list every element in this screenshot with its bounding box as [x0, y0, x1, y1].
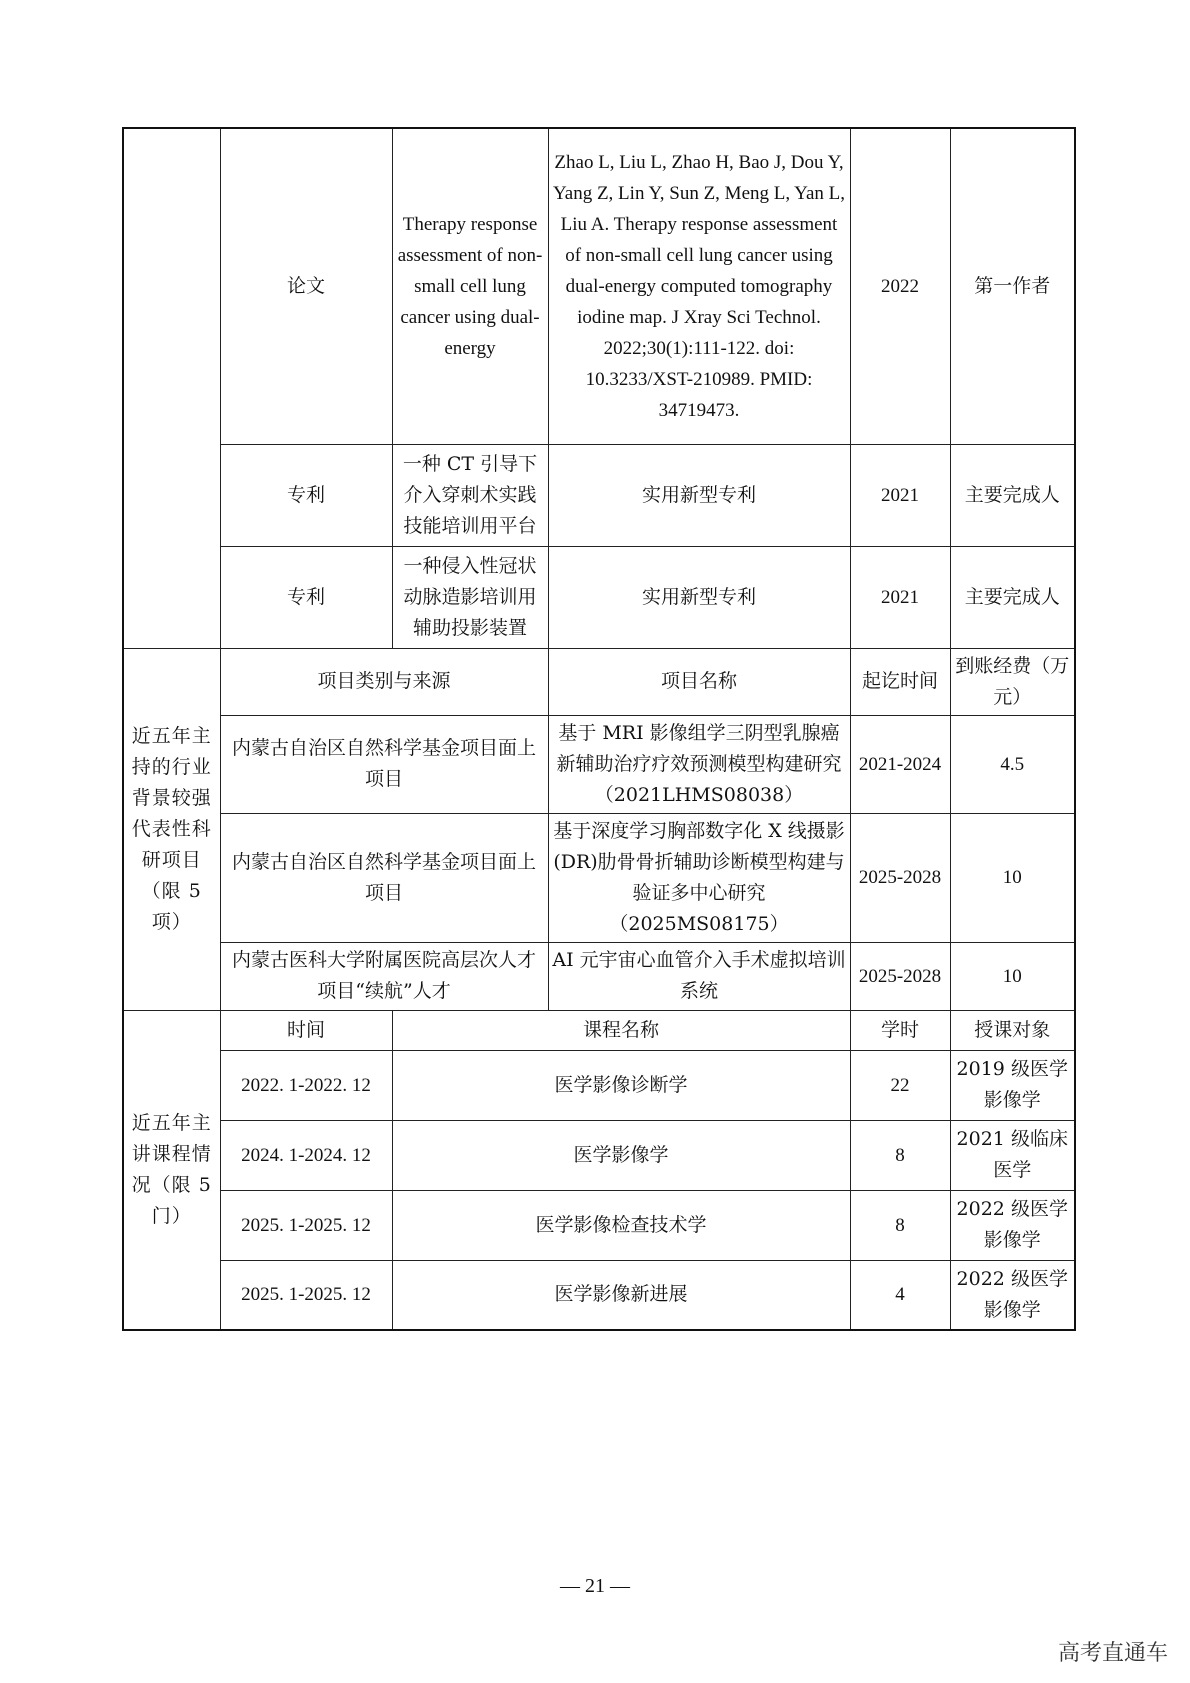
project-name: AI 元宇宙心血管介入手术虚拟培训系统	[548, 942, 850, 1010]
course-audience: 2022 级医学影像学	[950, 1260, 1075, 1330]
project-row	[123, 942, 1075, 1010]
course-time: 2022. 1-2022. 12	[220, 1050, 392, 1120]
projects-header-row	[123, 648, 1075, 715]
course-time: 2025. 1-2025. 12	[220, 1190, 392, 1260]
col-header: 学时	[850, 1010, 950, 1050]
project-source: 内蒙古自治区自然科学基金项目面上项目	[220, 813, 548, 942]
col-header: 起讫时间	[850, 648, 950, 715]
col-header: 项目名称	[548, 648, 850, 715]
achievement-detail: Zhao L, Liu L, Zhao H, Bao J, Dou Y, Yang Z, Lin Y, Sun Z, Meng L, Yan L, Liu A. Therapy response assessment of non-small cell lung cancer using dual-energy computed tomography iodine map. J Xray Sci Technol. 2022;30(1):111-122. doi: 10.3233/XST-210989. PMID: 34719473.	[548, 128, 850, 444]
course-audience: 2021 级临床医学	[950, 1120, 1075, 1190]
achievement-role: 主要完成人	[950, 546, 1075, 648]
form-table	[122, 127, 1076, 1331]
achievement-row	[123, 128, 1075, 444]
project-name: 基于 MRI 影像组学三阴型乳腺癌新辅助治疗疗效预测模型构建研究（2021LHMS08038）	[548, 715, 850, 813]
course-row	[123, 1050, 1075, 1120]
course-hours: 8	[850, 1120, 950, 1190]
col-header: 时间	[220, 1010, 392, 1050]
project-row	[123, 715, 1075, 813]
achievement-section-label	[123, 128, 220, 648]
col-header: 课程名称	[392, 1010, 850, 1050]
course-name: 医学影像检查技术学	[392, 1190, 850, 1260]
courses-header-row	[123, 1010, 1075, 1050]
achievement-type: 专利	[220, 546, 392, 648]
project-period: 2025-2028	[850, 813, 950, 942]
col-header: 到账经费（万元）	[950, 648, 1075, 715]
achievement-year: 2022	[850, 128, 950, 444]
achievement-year: 2021	[850, 546, 950, 648]
achievement-type: 论文	[220, 128, 392, 444]
project-period: 2021-2024	[850, 715, 950, 813]
col-header: 项目类别与来源	[220, 648, 548, 715]
project-source: 内蒙古医科大学附属医院高层次人才项目“续航”人才	[220, 942, 548, 1010]
achievement-row	[123, 546, 1075, 648]
achievement-title: Therapy response assessment of non-small cell lung cancer using dual-energy	[392, 128, 548, 444]
course-row	[123, 1190, 1075, 1260]
project-funding: 10	[950, 942, 1075, 1010]
course-name: 医学影像学	[392, 1120, 850, 1190]
achievement-role: 主要完成人	[950, 444, 1075, 546]
watermark: 高考直通车	[1057, 1641, 1168, 1666]
course-hours: 22	[850, 1050, 950, 1120]
project-row	[123, 813, 1075, 942]
course-audience: 2019 级医学影像学	[950, 1050, 1075, 1120]
achievement-title: 一种 CT 引导下介入穿刺术实践技能培训用平台	[392, 444, 548, 546]
col-header: 授课对象	[950, 1010, 1075, 1050]
course-audience: 2022 级医学影像学	[950, 1190, 1075, 1260]
achievement-detail: 实用新型专利	[548, 546, 850, 648]
achievement-type: 专利	[220, 444, 392, 546]
achievement-detail: 实用新型专利	[548, 444, 850, 546]
projects-section-label: 近五年主持的行业背景较强代表性科研项目（限 5 项）	[123, 648, 220, 1010]
course-time: 2025. 1-2025. 12	[220, 1260, 392, 1330]
project-funding: 10	[950, 813, 1075, 942]
achievement-title: 一种侵入性冠状动脉造影培训用辅助投影装置	[392, 546, 548, 648]
achievement-year: 2021	[850, 444, 950, 546]
courses-section-label: 近五年主讲课程情况（限 5 门）	[123, 1010, 220, 1330]
course-row	[123, 1260, 1075, 1330]
achievement-row	[123, 444, 1075, 546]
course-name: 医学影像新进展	[392, 1260, 850, 1330]
course-hours: 4	[850, 1260, 950, 1330]
page-number: — 21 —	[560, 1575, 630, 1597]
course-hours: 8	[850, 1190, 950, 1260]
course-name: 医学影像诊断学	[392, 1050, 850, 1120]
project-name: 基于深度学习胸部数字化 X 线摄影(DR)肋骨骨折辅助诊断模型构建与验证多中心研究（2025MS08175）	[548, 813, 850, 942]
project-period: 2025-2028	[850, 942, 950, 1010]
project-source: 内蒙古自治区自然科学基金项目面上项目	[220, 715, 548, 813]
project-funding: 4.5	[950, 715, 1075, 813]
course-row	[123, 1120, 1075, 1190]
course-time: 2024. 1-2024. 12	[220, 1120, 392, 1190]
achievement-role: 第一作者	[950, 128, 1075, 444]
